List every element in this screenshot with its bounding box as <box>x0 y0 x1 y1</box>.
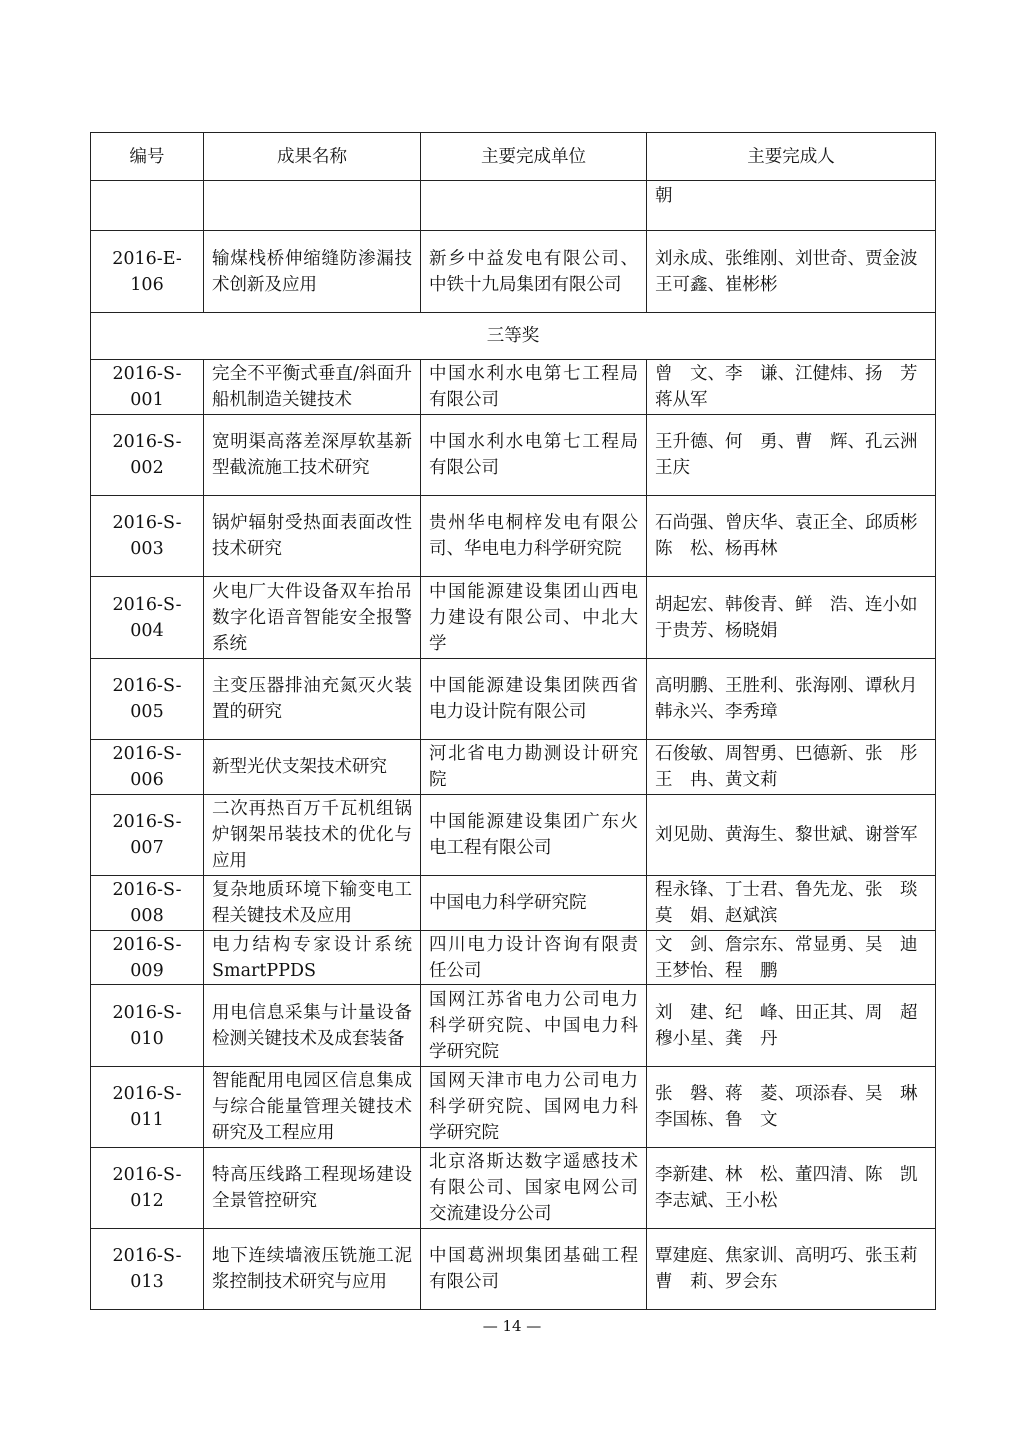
row-name: 特高压线路工程现场建设全景管控研究 <box>204 1148 421 1229</box>
table-row <box>91 931 936 985</box>
table-row <box>91 795 936 876</box>
table-row <box>91 181 936 231</box>
table-row <box>91 985 936 1067</box>
row-name <box>204 181 421 231</box>
row-unit: 中国水利水电第七工程局有限公司 <box>421 360 647 415</box>
row-id: 2016-S-008 <box>91 876 204 931</box>
row-unit: 中国电力科学研究院 <box>421 876 647 931</box>
row-people: 胡起宏、韩俊青、鲜 浩、连小如 于贵芳、杨晓娟 <box>647 577 936 659</box>
row-id: 2016-S-002 <box>91 415 204 496</box>
row-people: 高明鹏、王胜利、张海刚、谭秋月 韩永兴、李秀璋 <box>647 659 936 740</box>
row-name: 主变压器排油充氮灭火装置的研究 <box>204 659 421 740</box>
row-name: 新型光伏支架技术研究 <box>204 740 421 795</box>
row-unit: 中国能源建设集团广东火电工程有限公司 <box>421 795 647 876</box>
row-id: 2016-S-003 <box>91 496 204 577</box>
row-name: 复杂地质环境下输变电工程关键技术及应用 <box>204 876 421 931</box>
section-row <box>91 313 936 360</box>
table-row <box>91 1148 936 1229</box>
table-row <box>91 1229 936 1310</box>
header-people: 主要完成人 <box>647 133 936 181</box>
row-people: 文 剑、詹宗东、常显勇、吴 迪 王梦怡、程 鹏 <box>647 931 936 985</box>
row-unit: 中国水利水电第七工程局有限公司 <box>421 415 647 496</box>
row-id: 2016-S-009 <box>91 931 204 985</box>
row-id: 2016-E-106 <box>91 231 204 313</box>
row-people: 覃建庭、焦家训、高明巧、张玉莉 曹 莉、罗会东 <box>647 1229 936 1310</box>
table-row <box>91 415 936 496</box>
table-row <box>91 231 936 313</box>
row-people: 石尚强、曾庆华、袁正全、邱质彬 陈 松、杨再林 <box>647 496 936 577</box>
row-id: 2016-S-013 <box>91 1229 204 1310</box>
row-people: 王升德、何 勇、曹 辉、孔云洲 王庆 <box>647 415 936 496</box>
page-number: — 14 — <box>482 1317 542 1335</box>
row-unit: 贵州华电桐梓发电有限公司、华电电力科学研究院 <box>421 496 647 577</box>
row-name: 地下连续墙液压铣施工泥浆控制技术研究与应用 <box>204 1229 421 1310</box>
row-name: 智能配用电园区信息集成与综合能量管理关键技术研究及工程应用 <box>204 1067 421 1148</box>
row-id: 2016-S-001 <box>91 360 204 415</box>
row-name: 用电信息采集与计量设备检测关键技术及成套装备 <box>204 985 421 1067</box>
section-label: 三等奖 <box>91 313 936 360</box>
row-people: 李新建、林 松、董四清、陈 凯 李志斌、王小松 <box>647 1148 936 1229</box>
row-people: 刘永成、张维刚、刘世奇、贾金波 王可鑫、崔彬彬 <box>647 231 936 313</box>
row-name: 二次再热百万千瓦机组锅炉钢架吊装技术的优化与应用 <box>204 795 421 876</box>
row-unit: 四川电力设计咨询有限责任公司 <box>421 931 647 985</box>
row-unit: 国网江苏省电力公司电力科学研究院、中国电力科学研究院 <box>421 985 647 1067</box>
row-name: 宽明渠高落差深厚软基新型截流施工技术研究 <box>204 415 421 496</box>
row-people: 曾 文、李 谦、江健炜、扬 芳 蒋从军 <box>647 360 936 415</box>
row-people: 朝 <box>647 181 936 231</box>
table-row <box>91 876 936 931</box>
header-name: 成果名称 <box>204 133 421 181</box>
row-unit: 中国能源建设集团山西电力建设有限公司、中北大学 <box>421 577 647 659</box>
table-header-row <box>91 133 936 181</box>
table-row <box>91 577 936 659</box>
row-unit <box>421 181 647 231</box>
row-id <box>91 181 204 231</box>
row-unit: 国网天津市电力公司电力科学研究院、国网电力科学研究院 <box>421 1067 647 1148</box>
row-name: 火电厂大件设备双车抬吊数字化语音智能安全报警系统 <box>204 577 421 659</box>
row-unit: 中国能源建设集团陕西省电力设计院有限公司 <box>421 659 647 740</box>
row-people: 石俊敏、周智勇、巴德新、张 彤 王 冉、黄文莉 <box>647 740 936 795</box>
table-row <box>91 496 936 577</box>
row-id: 2016-S-007 <box>91 795 204 876</box>
table-row <box>91 659 936 740</box>
row-unit: 新乡中益发电有限公司、中铁十九局集团有限公司 <box>421 231 647 313</box>
row-people: 刘 建、纪 峰、田正其、周 超 穆小星、龚 丹 <box>647 985 936 1067</box>
table-row <box>91 360 936 415</box>
row-id: 2016-S-005 <box>91 659 204 740</box>
row-id: 2016-S-010 <box>91 985 204 1067</box>
row-name: 电力结构专家设计系统SmartPPDS <box>204 931 421 985</box>
row-id: 2016-S-004 <box>91 577 204 659</box>
row-name: 锅炉辐射受热面表面改性技术研究 <box>204 496 421 577</box>
row-unit: 河北省电力勘测设计研究院 <box>421 740 647 795</box>
table-row <box>91 740 936 795</box>
table-row <box>91 1067 936 1148</box>
header-id: 编号 <box>91 133 204 181</box>
row-people: 程永锋、丁士君、鲁先龙、张 琰 莫 娟、赵斌滨 <box>647 876 936 931</box>
header-unit: 主要完成单位 <box>421 133 647 181</box>
row-people: 张 磐、蒋 菱、项添春、吴 琳 李国栋、鲁 文 <box>647 1067 936 1148</box>
row-name: 输煤栈桥伸缩缝防渗漏技术创新及应用 <box>204 231 421 313</box>
row-id: 2016-S-012 <box>91 1148 204 1229</box>
row-id: 2016-S-011 <box>91 1067 204 1148</box>
row-name: 完全不平衡式垂直/斜面升船机制造关键技术 <box>204 360 421 415</box>
row-unit: 北京洛斯达数字遥感技术有限公司、国家电网公司交流建设分公司 <box>421 1148 647 1229</box>
row-unit: 中国葛洲坝集团基础工程有限公司 <box>421 1229 647 1310</box>
row-id: 2016-S-006 <box>91 740 204 795</box>
row-people: 刘见勋、黄海生、黎世斌、谢誉军 <box>647 795 936 876</box>
awards-table <box>90 132 936 1310</box>
